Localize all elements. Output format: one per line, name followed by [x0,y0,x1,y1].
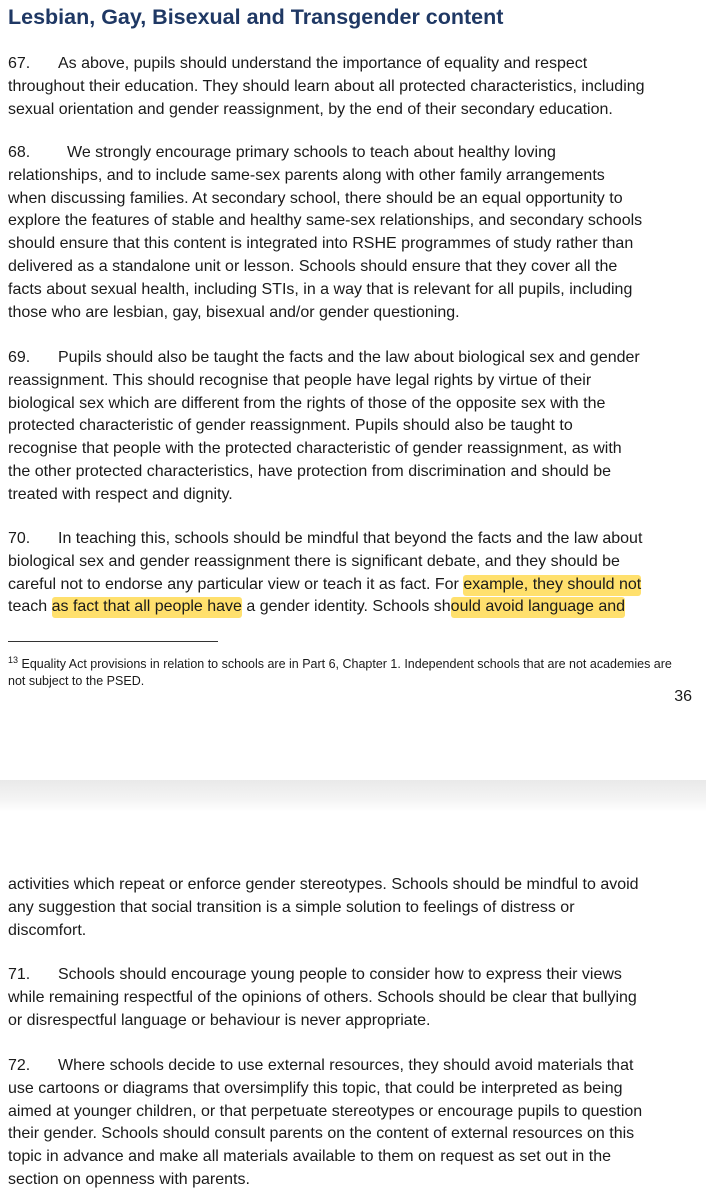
paragraph-text: topic in advance and make all materials available to them on request as set out in the [8,1148,612,1166]
paragraph-text: Schools should encourage young people to consider how to express their views [58,966,622,983]
paragraph-number: 72. [8,1057,31,1074]
paragraph-text: We strongly encourage primary schools to teach about healthy loving [67,144,556,161]
page-break [0,780,706,812]
paragraph-text: aimed at younger children, or that perpetuate stereotypes or encourage pupils to question [8,1102,643,1120]
footnote-marker: 13 [8,655,19,665]
paragraph-70 [8,528,700,619]
footnote [8,652,700,689]
paragraph-number: 70. [8,530,31,547]
paragraph-text: discomfort. [8,921,87,939]
paragraph-text: teach [8,598,52,616]
paragraph-text: should ensure that this content is integrated into RSHE programmes of study rather than [8,235,634,253]
paragraph-text: sexual orientation and gender reassignment, by the end of their secondary education. [8,100,613,118]
footnote-divider [8,641,218,642]
section-heading: Lesbian, Gay, Bisexual and Transgender content [8,5,504,29]
highlighted-text: ould avoid language and [451,597,625,618]
paragraph-text: facts about sexual health, including STIs, in a way that is relevant for all pupils, including [8,280,633,298]
paragraph-text: the other protected characteristics, have protection from discrimination and should be [8,462,611,480]
paragraph-text: those who are lesbian, gay, bisexual and/or gender questioning. [8,303,460,321]
paragraph-text: their gender. Schools should consult parents on the content of external resources on this [8,1125,635,1143]
page-number: 36 [674,688,692,705]
paragraph-text: reassignment. This should recognise that people have legal rights by virtue of their [8,371,592,389]
paragraph-text: relationships, and to include same-sex parents along with other family arrangements [8,166,605,184]
paragraph-69 [8,347,700,507]
document-page-lower [0,812,706,1200]
highlighted-text: as fact that all people have [52,597,242,618]
paragraph-text: Where schools decide to use external resources, they should avoid materials that [58,1057,634,1074]
paragraph-text: explore the features of stable and healthy same-sex relationships, and secondary schools [8,212,643,230]
paragraph-text: biological sex which are different from the rights of those of the opposite sex with the [8,394,606,412]
footnote-text: Equality Act provisions in relation to schools are in Part 6, Chapter 1. Independent schools that are not academies are [18,657,672,672]
paragraph-71 [8,964,700,1032]
paragraph-68 [8,142,700,324]
paragraph-text: careful not to endorse any particular view or teach it as fact. For [8,575,464,593]
paragraph-text: recognise that people with the protected characteristic of gender reassignment, as with [8,440,622,458]
footnote-text: not subject to the PSED. [8,673,145,688]
paragraph-67 [8,53,700,121]
paragraph-text: In teaching this, schools should be mindful that beyond the facts and the law about [58,530,643,547]
paragraph-number: 68. [8,144,31,161]
paragraph-text: protected characteristic of gender reassignment. Pupils should also be taught to [8,417,573,435]
paragraph-text: or disrespectful language or behaviour is never appropriate. [8,1011,431,1029]
paragraph-text: any suggestion that social transition is a simple solution to feelings of distress or [8,898,575,916]
paragraph-continuation [8,874,700,942]
paragraph-text: Pupils should also be taught the facts and the law about biological sex and gender [58,349,640,366]
paragraph-text: section on openness with parents. [8,1170,250,1188]
paragraph-text: activities which repeat or enforce gender stereotypes. Schools should be mindful to avoid [8,876,639,893]
paragraph-text: delivered as a standalone unit or lesson. Schools should ensure that they cover all the [8,257,618,275]
paragraph-text: when discussing families. At secondary school, there should be an equal opportunity to [8,189,623,207]
paragraph-72 [8,1055,700,1192]
paragraph-text: throughout their education. They should learn about all protected characteristics, including [8,77,645,95]
paragraph-text: As above, pupils should understand the importance of equality and respect [58,55,588,72]
paragraph-text: treated with respect and dignity. [8,485,233,503]
paragraph-text: while remaining respectful of the opinions of others. Schools should be clear that bullying [8,988,637,1006]
paragraph-number: 69. [8,349,31,366]
paragraph-text: a gender identity. Schools sh [241,598,451,616]
paragraph-text: biological sex and gender reassignment there is significant debate, and they should be [8,552,620,570]
paragraph-number: 67. [8,55,31,72]
highlighted-text: example, they should not [463,575,641,596]
paragraph-text: use cartoons or diagrams that oversimplify this topic, that could be interpreted as being [8,1079,623,1097]
paragraph-number: 71. [8,966,31,983]
